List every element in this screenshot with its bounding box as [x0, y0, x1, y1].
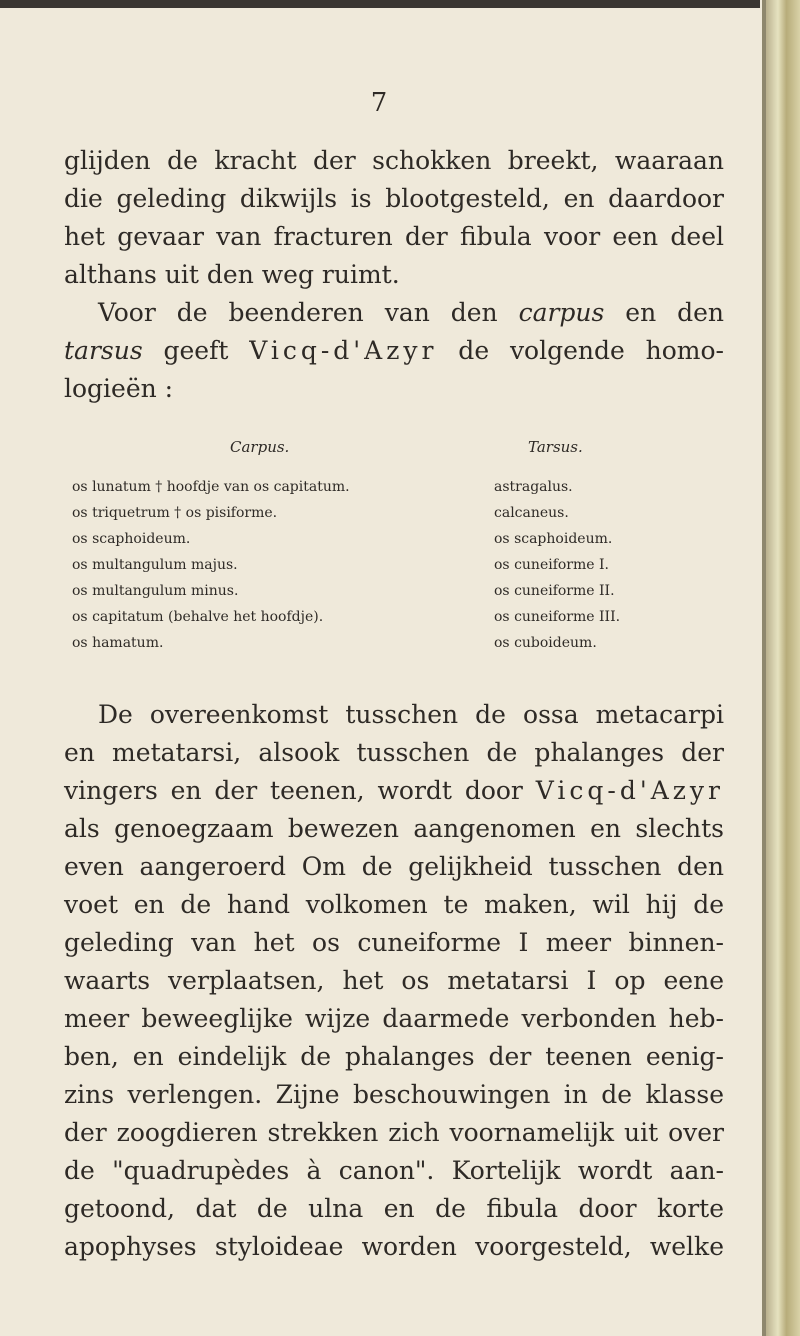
body-line: der zoogdieren strekken zich voornamelijk uit over	[64, 1118, 724, 1147]
tarsus-header: Tarsus.	[528, 438, 583, 456]
tarsus-item: calcaneus.	[494, 505, 569, 521]
body-line: het gevaar van fracturen der fibula voor een deel	[64, 222, 724, 251]
book-edge	[766, 0, 800, 1336]
author-name: Vicq-d'Azyr	[535, 776, 724, 805]
text-run: Voor de beenderen van den	[98, 298, 519, 327]
body-line	[64, 336, 724, 366]
text-run: geeft	[142, 336, 250, 365]
carpus-header: Carpus.	[230, 438, 290, 456]
body-line: zins verlengen. Zijne beschouwingen in de klasse	[64, 1080, 724, 1109]
text-run: vingers en der teenen, wordt door	[64, 776, 536, 805]
top-dark-border	[0, 0, 760, 8]
body-line: althans uit den weg ruimt.	[64, 260, 400, 289]
tarsus-item: os cuboideum.	[494, 635, 597, 651]
body-line	[64, 776, 724, 806]
tarsus-item: os cuneiforme III.	[494, 609, 621, 625]
carpus-item: os hamatum.	[72, 635, 164, 651]
tarsus-item: os cuneiforme II.	[494, 583, 615, 599]
body-line: voet en de hand volkomen te maken, wil hij de	[64, 890, 724, 919]
carpus-item: os multangulum minus.	[72, 583, 239, 599]
carpus-item: os multangulum majus.	[72, 557, 238, 573]
term-tarsus: tarsus	[64, 336, 143, 365]
carpus-item: os scaphoideum.	[72, 531, 191, 547]
body-line: De overeenkomst tusschen de ossa metacarpi	[98, 700, 724, 729]
body-line: die geleding dikwijls is blootgesteld, en daardoor	[64, 184, 724, 213]
tarsus-item: astragalus.	[494, 479, 573, 495]
body-line: als genoegzaam bewezen aangenomen en slechts	[64, 814, 724, 843]
body-line: en metatarsi, alsook tusschen de phalanges der	[64, 738, 724, 767]
author-name: Vicq-d'Azyr	[249, 336, 438, 365]
body-line: getoond, dat de ulna en de fibula door korte	[64, 1194, 724, 1223]
carpus-item: os lunatum † hoofdje van os capitatum.	[72, 479, 350, 495]
text-run: de volgende homo-	[437, 336, 724, 365]
body-line: apophyses styloideae worden voorgesteld, welke	[64, 1232, 724, 1261]
body-line: logieën :	[64, 374, 174, 403]
text-run: en den	[604, 298, 724, 327]
body-line: glijden de kracht der schokken breekt, waaraan	[64, 146, 724, 175]
tarsus-item: os scaphoideum.	[494, 531, 613, 547]
body-line	[98, 298, 724, 328]
carpus-item: os triquetrum † os pisiforme.	[72, 505, 278, 521]
body-line: de "quadrupèdes à canon". Kortelijk wordt aan-	[64, 1156, 724, 1185]
page-number: 7	[370, 88, 388, 118]
body-line: even aangeroerd Om de gelijkheid tusschen den	[64, 852, 724, 881]
body-line: waarts verplaatsen, het os metatarsi I op eene	[64, 966, 724, 995]
term-carpus: carpus	[518, 298, 605, 327]
carpus-item: os capitatum (behalve het hoofdje).	[72, 609, 324, 625]
tarsus-item: os cuneiforme I.	[494, 557, 609, 573]
body-line: ben, en eindelijk de phalanges der teenen eenig-	[64, 1042, 724, 1071]
body-line: geleding van het os cuneiforme I meer binnen-	[64, 928, 724, 957]
body-line: meer beweeglijke wijze daarmede verbonden heb-	[64, 1004, 724, 1033]
